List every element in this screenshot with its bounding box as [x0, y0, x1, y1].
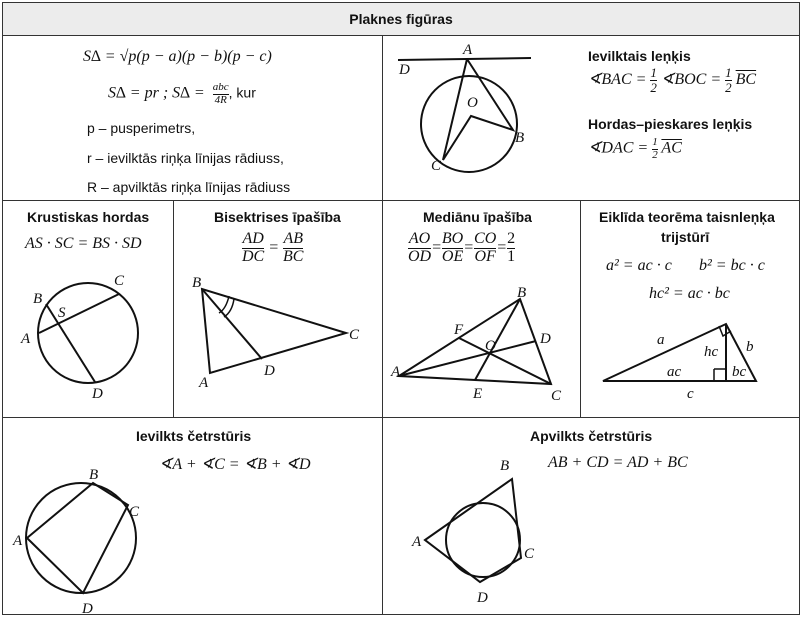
cyclic-quad-cell — [2, 417, 383, 615]
kur-text: , kur — [228, 84, 256, 101]
one-1: 1 — [650, 65, 657, 80]
medians-cell — [382, 200, 581, 418]
angle-arc-2 — [224, 299, 234, 317]
co-of — [474, 231, 496, 266]
two-2: 2 — [725, 79, 732, 95]
euclid-formula-2: b² = bc · c — [699, 257, 765, 274]
tangent-line — [398, 58, 531, 60]
ad: AD — [242, 230, 264, 247]
tangential-quad-formula: AB + CD = AD + BC — [548, 454, 688, 471]
label-S: S — [58, 305, 66, 321]
arc-bc: $\overline{BC}$ — [735, 70, 757, 88]
bisector-line — [202, 289, 262, 359]
label-B: B — [89, 467, 99, 483]
area-pr-text: S∆ = pr ; S∆ = — [108, 84, 205, 102]
boc-text: ∢BOC = — [660, 70, 722, 88]
label-c: c — [687, 386, 694, 402]
euclid-formula-1: a² = ac · c — [606, 257, 672, 274]
inscribed-angle-cell — [382, 35, 800, 201]
one: 1 — [507, 247, 516, 265]
crossing-chords-title: Krustiskas hordas — [27, 209, 150, 225]
label-D: D — [82, 601, 93, 617]
dc: DC — [242, 247, 265, 265]
heron-formula: S∆ = √p(p − a)(p − b)(p − c) — [83, 48, 272, 65]
label-O: O — [467, 95, 478, 111]
two-one — [507, 231, 515, 266]
label-A: A — [13, 533, 23, 549]
euclid-formula-3: hc² = ac · bc — [649, 285, 730, 302]
arc-ac: $\overline{AC}$ — [661, 139, 682, 157]
label-B: B — [192, 275, 202, 291]
ad-dc-fraction — [242, 231, 264, 266]
crossing-chords-formula: AS · SC = BS · SD — [25, 235, 142, 252]
p-definition: p – pusperimetrs, — [87, 120, 196, 136]
medians-diagram — [383, 286, 582, 416]
inscribed-angle-formula — [588, 66, 756, 94]
inscribed-angle-diagram — [383, 36, 543, 196]
half-fraction-2 — [725, 66, 732, 94]
label-B: B — [515, 130, 525, 146]
dac-text: ∢DAC = — [588, 139, 649, 157]
tangential-quadrilateral — [425, 479, 521, 582]
label-A: A — [463, 42, 473, 58]
page-title: Plaknes figūras — [349, 11, 453, 27]
cyclic-quad-title: Ievilkts četrstūris — [136, 428, 252, 444]
label-ac: ac — [667, 364, 682, 380]
euclid-title-line2: trijstūrī — [661, 229, 710, 245]
R-definition: R – apvilktās riņķa līnijas rādiuss — [87, 179, 291, 195]
eq-3: = — [496, 238, 508, 256]
cyclic-quad-formula: ∢A + ∢C = ∢B + ∢D — [159, 456, 311, 473]
label-A: A — [412, 534, 422, 550]
tangential-quad-cell — [382, 417, 800, 615]
bac-text: ∢BAC = — [588, 70, 647, 88]
ao: AO — [408, 230, 431, 247]
bisector-triangle — [202, 289, 346, 373]
tangential-quad-title: Apvilkts četrstūris — [530, 428, 653, 444]
oe: OE — [441, 247, 464, 265]
area-formula — [108, 82, 256, 106]
bc: BC — [283, 247, 304, 265]
label-b: b — [746, 339, 754, 355]
label-D: D — [477, 590, 488, 606]
label-A: A — [391, 364, 401, 380]
label-C: C — [524, 546, 535, 562]
label-A: A — [199, 375, 209, 391]
label-D: D — [399, 62, 410, 78]
label-D: D — [92, 386, 103, 402]
medians-triangle — [399, 299, 551, 384]
label-a: a — [657, 332, 665, 348]
label-C: C — [349, 327, 360, 343]
inscribed-angle-title: Ievilktais leņķis — [588, 48, 691, 64]
four-r-den: 4R — [214, 93, 227, 106]
half-fraction-3 — [652, 137, 658, 161]
ab-bc-fraction — [283, 231, 303, 266]
label-bc: bc — [732, 364, 747, 380]
chord-tangent-formula — [588, 137, 682, 161]
label-B: B — [500, 458, 510, 474]
label-hc: hc — [704, 344, 719, 360]
eq-1: = — [431, 238, 442, 256]
label-F: F — [454, 322, 464, 338]
one-3: 1 — [652, 136, 658, 148]
label-E: E — [473, 386, 483, 402]
medians-formula — [408, 231, 515, 266]
bo-oe — [442, 231, 463, 266]
equals: = — [268, 238, 280, 256]
label-C: C — [114, 273, 125, 289]
half-fraction-1 — [650, 66, 657, 94]
bo: BO — [441, 230, 464, 247]
abc-num: abc — [212, 81, 229, 93]
abc-over-4r — [213, 82, 229, 106]
label-O: O — [485, 338, 496, 354]
eq-2: = — [463, 238, 475, 256]
bisector-formula — [242, 231, 303, 266]
two: 2 — [507, 230, 516, 247]
two-1: 2 — [650, 79, 657, 95]
header-bar — [2, 2, 800, 36]
bisector-title: Bisektrises īpašība — [214, 209, 341, 225]
co: CO — [474, 230, 497, 247]
chord-tangent-title: Hordas–pieskares leņķis — [588, 116, 753, 132]
bisector-cell — [173, 200, 383, 418]
od: OD — [408, 247, 432, 265]
crossing-chords-diagram — [3, 261, 173, 411]
r-definition: r – ievilktās riņķa līnijas rādiuss, — [87, 150, 284, 166]
crossing-chords-cell — [2, 200, 174, 418]
bisector-diagram — [174, 275, 374, 409]
ab: AB — [283, 230, 304, 247]
label-C: C — [431, 158, 442, 174]
one-2: 1 — [725, 65, 732, 80]
median-be — [475, 299, 520, 380]
two-3: 2 — [652, 148, 658, 161]
label-C: C — [129, 504, 140, 520]
euclid-cell — [580, 200, 800, 418]
label-B: B — [33, 291, 43, 307]
label-A: A — [21, 331, 31, 347]
area-formulas-cell — [2, 35, 383, 201]
median-ad — [399, 341, 536, 376]
chords-circle — [38, 283, 138, 383]
label-D: D — [264, 363, 275, 379]
euclid-title: Eiklīda teorēma taisnleņķa — [599, 209, 775, 225]
euclid-diagram — [581, 316, 791, 416]
medians-title: Mediānu īpašība — [423, 209, 532, 225]
ao-od — [408, 231, 431, 266]
tangential-quad-diagram — [383, 458, 583, 618]
label-B: B — [517, 285, 527, 301]
label-D: D — [540, 331, 551, 347]
label-C: C — [551, 388, 562, 404]
cyclic-quad-diagram — [3, 463, 183, 617]
of: OF — [474, 247, 496, 265]
inscribed-angle-lines — [443, 59, 513, 160]
